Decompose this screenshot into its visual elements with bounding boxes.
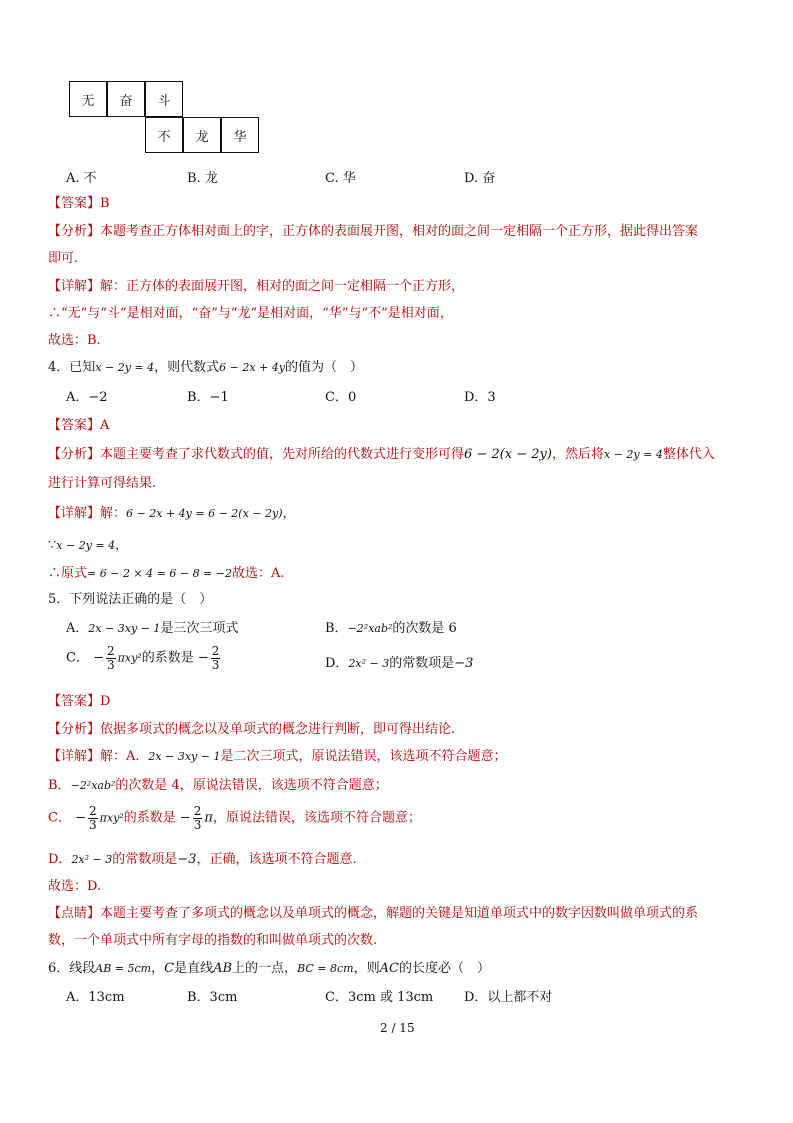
page-number: 2 / 15 <box>380 1021 415 1035</box>
q5-note: 【点睛】本题主要考查了多项式的概念以及单项式的概念，解题的关键是知道单项式中的数字因数叫做单项式的系 <box>48 906 699 921</box>
q5-stem: 5．下列说法正确的是（ ） <box>48 592 213 607</box>
q5-detail-c: C． − $\frac{2}{3}$ πxy²的系数是 − $\frac{2}{3}$ π，原说法错误，该选项不符合题意； <box>48 804 421 832</box>
q4-detail-3: ∴原式= 6 − 2 × 4 = 6 − 8 = −2故选：A. <box>48 566 285 581</box>
q5-analysis: 【分析】依据多项式的概念以及单项式的概念进行判断，即可得出结论. <box>48 722 456 737</box>
q3-answer: 【答案】B <box>48 196 110 211</box>
q5-option-a: A．2x − 3xy − 1是三次三项式 <box>66 621 239 636</box>
q4-analysis-cont: 进行计算可得结果. <box>48 476 157 491</box>
q5-note-cont: 数，一个单项式中所有字母的指数的和叫做单项式的次数. <box>48 933 378 948</box>
q4-analysis: 【分析】本题主要考查了求代数式的值，先对所给的代数式进行变形可得6 − 2(x − 2y)，然后将x − 2y = 4整体代入 <box>48 447 715 462</box>
q4-option-d: D．3 <box>464 390 496 405</box>
q5-detail-a: 【详解】解：A．2x − 3xy − 1是二次三项式，原说法错误，该选项不符合题意； <box>48 749 507 764</box>
q4-option-c: C．0 <box>325 390 357 405</box>
net-cell: 不 <box>145 117 183 153</box>
q3-option-c: C. 华 <box>325 171 356 186</box>
q6-option-d: D．以上都不对 <box>464 990 553 1005</box>
net-cell: 龙 <box>183 117 221 153</box>
q5-detail-b: B．−2²xab²的次数是 4，原说法错误，该选项不符合题意； <box>48 778 388 793</box>
q3-option-d: D. 奋 <box>464 171 496 186</box>
q6-option-a: A．13cm <box>66 990 125 1005</box>
q5-answer: 【答案】D <box>48 694 111 709</box>
q4-stem: 4．已知x − 2y = 4，则代数式6 − 2x + 4y的值为（ ） <box>48 360 363 375</box>
q5-option-b: B．−2²xab²的次数是 6 <box>325 621 457 636</box>
q4-option-a: A．−2 <box>66 390 108 405</box>
q3-analysis: 【分析】本题考查正方体相对面上的字，正方体的表面展开图，相对的面之间一定相隔一个正方形，据此得出答案 <box>48 224 699 239</box>
q5-option-d: D．2x² − 3的常数项是−3 <box>325 656 474 671</box>
q5-option-c: C． − $\frac{2}{3}$ πxy²的系数是 − $\frac{2}{3}$ <box>66 644 220 672</box>
q4-detail-2: ∵x − 2y = 4， <box>48 538 129 553</box>
q3-choose: 故选：B. <box>48 333 101 348</box>
q6-option-c: C．3cm 或 13cm <box>325 990 434 1005</box>
q3-analysis-cont: 即可. <box>48 251 79 266</box>
q5-detail-d: D．2x² − 3的常数项是−3，正确，该选项不符合题意. <box>48 852 357 867</box>
q4-option-b: B．−1 <box>187 390 229 405</box>
net-cell: 斗 <box>145 81 183 117</box>
net-cell: 无 <box>69 81 107 117</box>
net-cell: 奋 <box>107 81 145 117</box>
q3-detail: 【详解】解：正方体的表面展开图，相对的面之间一定相隔一个正方形， <box>48 279 465 294</box>
q4-answer: 【答案】A <box>48 418 110 433</box>
q5-choose: 故选：D. <box>48 879 102 894</box>
q3-detail-2: ∴“无”与“斗”是相对面，“奋”与“龙”是相对面，“华”与“不”是相对面， <box>48 306 453 321</box>
net-cell: 华 <box>221 117 259 153</box>
q4-detail: 【详解】解：6 − 2x + 4y = 6 − 2(x − 2y)， <box>48 506 296 521</box>
q3-option-a: A. 不 <box>66 171 97 186</box>
q3-option-b: B. 龙 <box>187 171 218 186</box>
q6-option-b: B．3cm <box>187 990 238 1005</box>
q6-stem: 6．线段AB = 5cm，C是直线AB上的一点，BC = 8cm，则AC的长度必（ ） <box>48 961 490 976</box>
